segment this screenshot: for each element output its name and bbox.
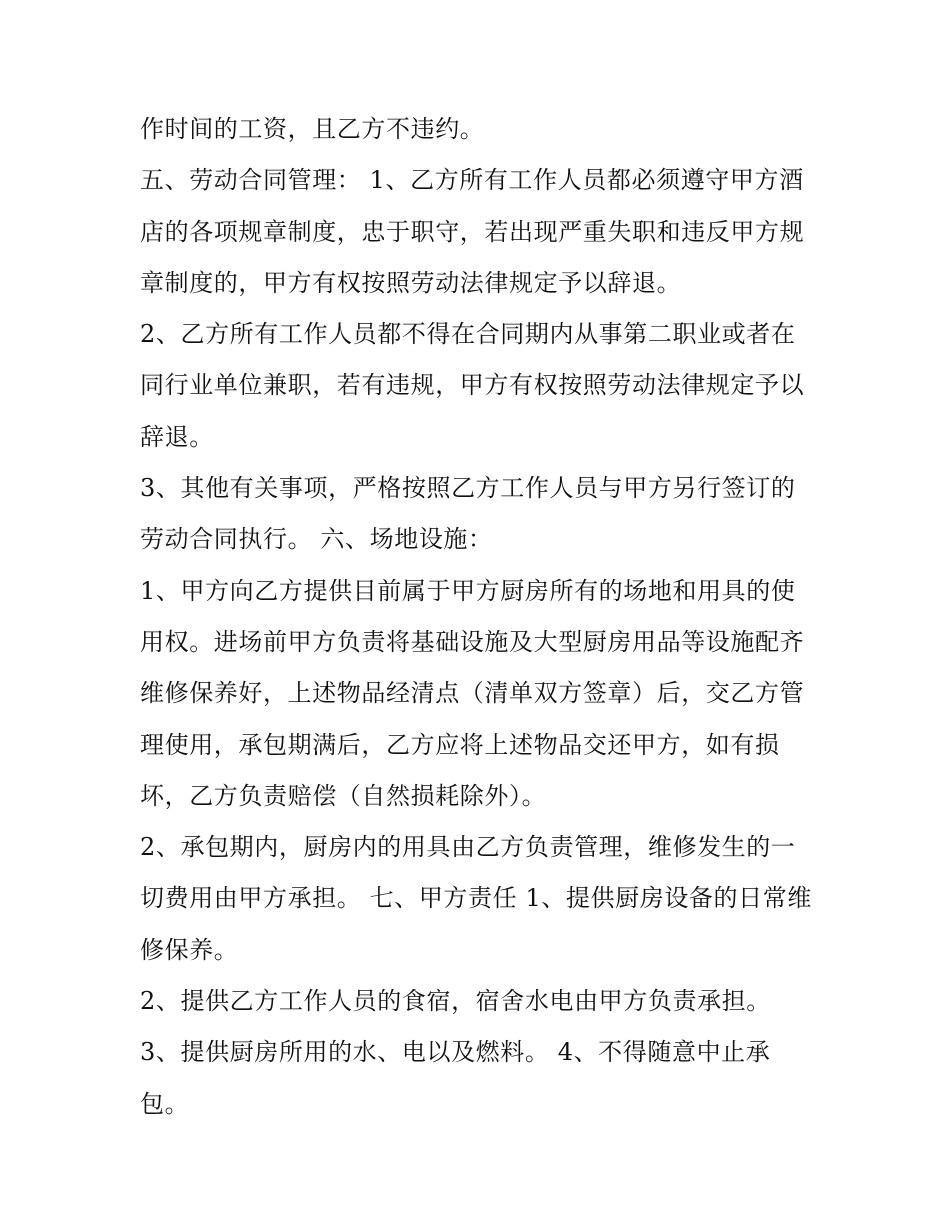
text-line: 2、乙方所有工作人员都不得在合同期内从事第二职业或者在 xyxy=(140,320,796,349)
text-line: 店的各项规章制度，忠于职守，若出现严重失职和违反甲方规 xyxy=(140,217,805,246)
text-line: 切费用由甲方承担。 七、甲方责任 1、提供厨房设备的日常维 xyxy=(140,884,812,913)
text-line: 维修保养好，上述物品经清点（清单双方签章）后，交乙方管 xyxy=(140,679,805,708)
text-line: 同行业单位兼职，若有违规，甲方有权按照劳动法律规定予以 xyxy=(140,371,805,400)
text-line: 2、承包期内，厨房内的用具由乙方负责管理，维修发生的一 xyxy=(140,833,796,862)
document-body xyxy=(140,104,820,1130)
text-line: 章制度的，甲方有权按照劳动法律规定予以辞退。 xyxy=(140,268,682,297)
text-line: 包。 xyxy=(140,1089,190,1118)
text-line: 3、其他有关事项，严格按照乙方工作人员与甲方另行签订的 xyxy=(140,474,796,503)
text-line: 理使用，承包期满后，乙方应将上述物品交还甲方，如有损 xyxy=(140,730,780,759)
text-line: 3、提供厨房所用的水、电以及燃料。 4、不得随意中止承 xyxy=(140,1038,771,1067)
text-line: 辞退。 xyxy=(140,422,214,451)
text-line: 用权。进场前甲方负责将基础设施及大型厨房用品等设施配齐 xyxy=(140,627,805,656)
text-line: 作时间的工资，且乙方不违约。 xyxy=(140,115,485,143)
text-line: 1、甲方向乙方提供目前属于甲方厨房所有的场地和用具的使 xyxy=(140,576,796,605)
text-line: 2、提供乙方工作人员的食宿，宿舍水电由甲方负责承担。 xyxy=(140,987,771,1016)
text-line: 修保养。 xyxy=(140,935,239,964)
text-line: 劳动合同执行。 六、场地设施： xyxy=(140,525,493,554)
text-line: 坏，乙方负责赔偿（自然损耗除外）。 xyxy=(140,781,547,810)
text-line: 五、劳动合同管理： 1、乙方所有工作人员都必须遵守甲方酒 xyxy=(140,166,804,195)
